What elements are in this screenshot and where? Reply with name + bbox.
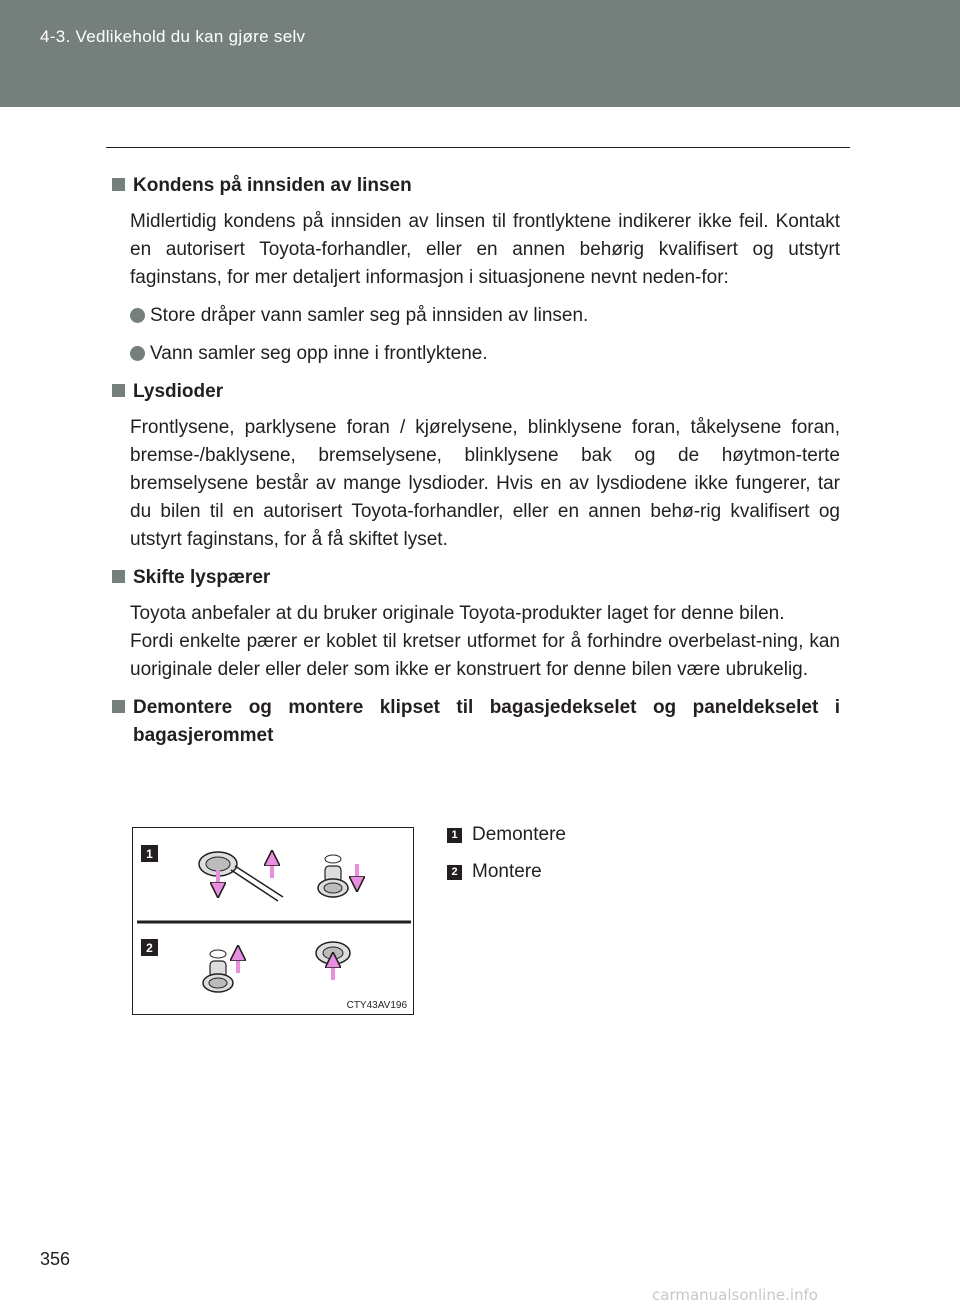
section-heading-klips	[112, 694, 840, 750]
heading-text: Demontere og montere klipset til bagasjedekselet og paneldekselet i bagasjerommet	[133, 697, 840, 746]
square-bullet-icon	[112, 384, 125, 397]
watermark: carmanualsonline.info	[652, 1286, 818, 1304]
top-rule	[106, 147, 850, 148]
square-bullet-icon	[112, 178, 125, 191]
figure-legend	[447, 821, 566, 895]
page-number: 356	[40, 1249, 71, 1269]
figure-code: CTY43AV196	[346, 1000, 407, 1011]
heading-text: Skifte lyspærer	[133, 567, 271, 588]
legend-item	[447, 821, 566, 858]
legend-label: Demontere	[472, 824, 566, 845]
clip-pin-icon	[325, 855, 341, 863]
clip-center	[206, 857, 230, 871]
square-bullet-icon	[112, 570, 125, 583]
step-2-label: 2	[146, 941, 153, 955]
paragraph: Midlertidig kondens på innsiden av linsen til frontlyktene indikerer ikke feil. Kontakt en autorisert Toyota-forhandler, eller en annen behørig kvalifisert og utstyrt faginstans, for mer detaljert informasjon i situasjonene nevnt neden-for:	[130, 211, 840, 288]
circle-bullet-icon	[130, 308, 145, 323]
clip-diagram	[133, 828, 412, 1013]
clip-center	[323, 947, 343, 959]
list-item	[130, 340, 840, 368]
number-badge-icon: 2	[447, 865, 462, 880]
header-title: 4-3. Vedlikehold du kan gjøre selv	[40, 27, 306, 46]
legend-label: Montere	[472, 861, 542, 882]
number-badge-icon: 1	[447, 828, 462, 843]
clip-pin-icon	[210, 950, 226, 958]
clip-base-center	[324, 883, 342, 893]
heading-text: Kondens på innsiden av linsen	[133, 175, 412, 196]
square-bullet-icon	[112, 700, 125, 713]
list-item-text: Vann samler seg opp inne i frontlyktene.	[150, 343, 488, 364]
list-item-text: Store dråper vann samler seg på innsiden av linsen.	[150, 305, 589, 326]
clip-illustration	[132, 827, 414, 1015]
page-header	[0, 0, 960, 107]
section-heading-kondens	[112, 172, 840, 200]
step-1-label: 1	[146, 847, 153, 861]
main-content	[112, 172, 840, 758]
paragraph: Frontlysene, parklysene foran / kjørelysene, blinklysene foran, tåkelysene foran, bremse-/baklysene, bremselysene, blinklysene bak og de høytmon-terte bremselysene består av mange lysdioder. Hvis en av lysdiodene ikke fungerer, tar du bilen til en autorisert Toyota-forhandler, eller en annen behø-rig kvalifisert og utstyrt faginstans, for å få skiftet lyset.	[130, 417, 840, 550]
paragraph: Toyota anbefaler at du bruker originale Toyota-produkter laget for denne bilen.	[130, 603, 785, 624]
section-heading-lysdioder	[112, 378, 840, 406]
legend-item	[447, 858, 566, 895]
pry-tool-edge	[235, 866, 283, 897]
clip-base-center	[209, 978, 227, 988]
circle-bullet-icon	[130, 346, 145, 361]
paragraph: Fordi enkelte pærer er koblet til kretser utformet for å forhindre overbelast-ning, kan uoriginale deler eller deler som ikke er konstruert for denne bilen være ubrukelig.	[130, 631, 840, 680]
heading-text: Lysdioder	[133, 381, 224, 402]
list-item	[130, 302, 840, 330]
section-heading-lyspaerer	[112, 564, 840, 592]
